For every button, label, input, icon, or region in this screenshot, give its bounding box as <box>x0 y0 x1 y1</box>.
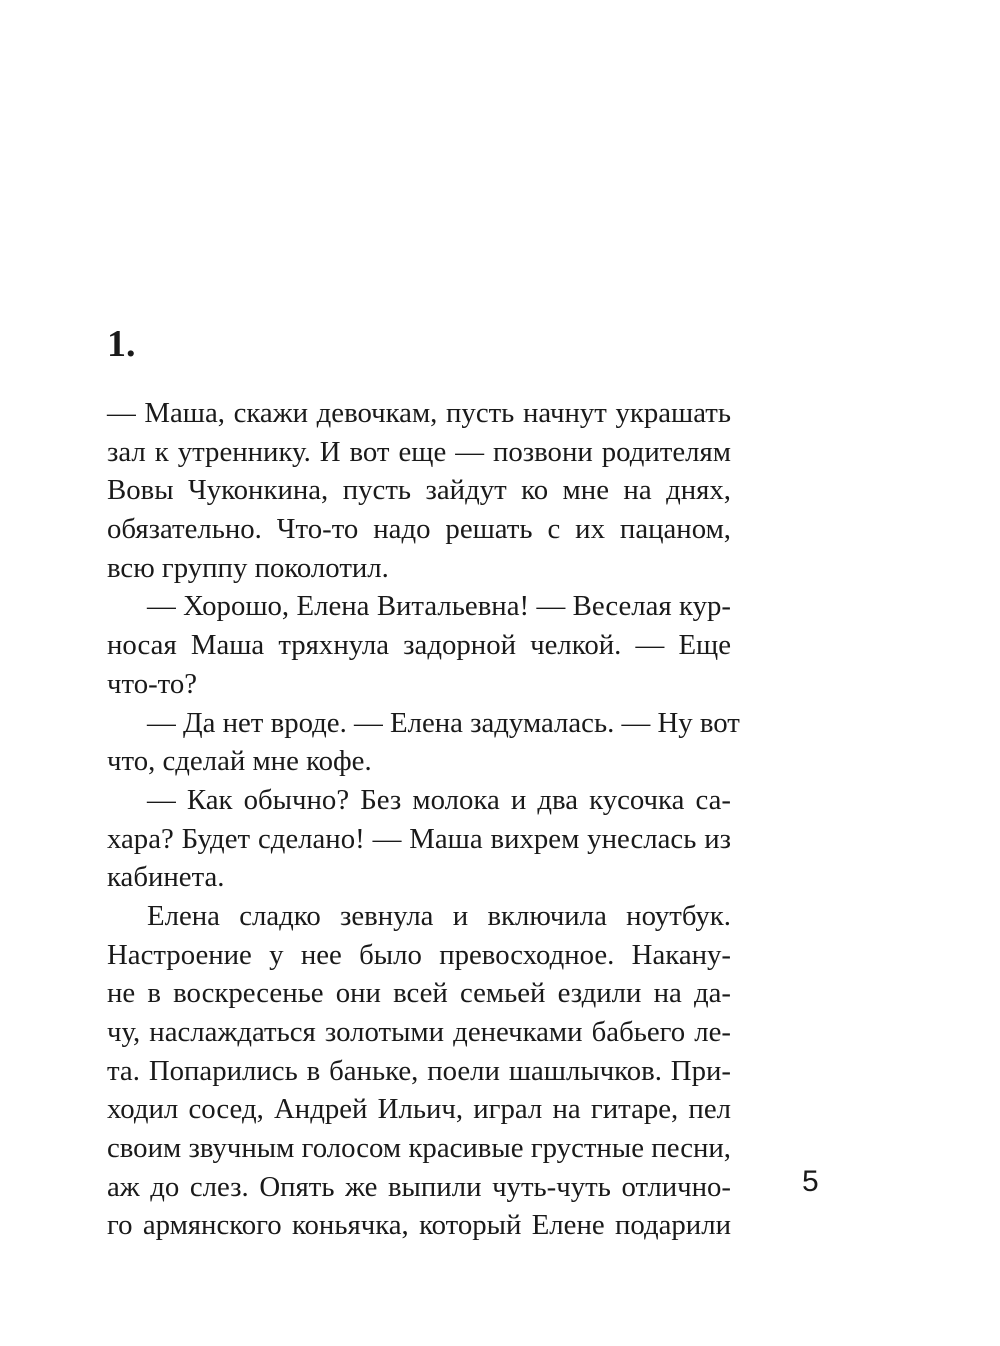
text-line: носая Маша тряхнула задорной челкой. — Еще <box>107 629 731 662</box>
body-text <box>107 394 740 1245</box>
page-number: 5 <box>802 1165 819 1198</box>
text-line: аж до слез. Опять же выпили чуть-чуть отлично- <box>107 1170 731 1203</box>
chapter-number: 1. <box>107 323 136 365</box>
text-line: — Хорошо, Елена Витальевна! — Веселая кур- <box>147 590 731 623</box>
text-line: не в воскресенье они всей семьей ездили на да- <box>107 977 731 1010</box>
text-line: зал к утреннику. И вот еще — позвони родителям <box>107 435 731 468</box>
text-line: — Маша, скажи девочкам, пусть начнут украшать <box>107 397 731 429</box>
text-line: — Да нет вроде. — Елена задумалась. — Ну вот <box>147 706 740 739</box>
text-line: кабинета. <box>107 861 225 894</box>
text-line: что, сделай мне кофе. <box>107 745 372 778</box>
text-line: обязательно. Что-то надо решать с их пацаном, <box>107 513 731 546</box>
text-line: своим звучным голосом красивые грустные песни, <box>107 1132 731 1165</box>
text-line: ходил сосед, Андрей Ильич, играл на гитаре, пел <box>107 1093 731 1126</box>
text-line: — Как обычно? Без молока и два кусочка са- <box>147 783 731 816</box>
text-line: та. Попарились в баньке, поели шашлычков. При- <box>107 1054 731 1087</box>
text-line: всю группу поколотил. <box>107 551 389 584</box>
text-line: что-то? <box>107 667 198 700</box>
text-line: Вовы Чуконкина, пусть зайдут ко мне на днях, <box>107 474 731 507</box>
text-line: Елена сладко зевнула и включила ноутбук. <box>147 899 731 932</box>
text-line: чу, наслаждаться золотыми денечками бабьего ле- <box>107 1016 731 1048</box>
text-line: Настроение у нее было превосходное. Накану- <box>107 938 731 971</box>
text-line: го армянского коньячка, который Елене подарили <box>107 1209 731 1242</box>
text-line: хара? Будет сделано! — Маша вихрем унеслась из <box>107 822 731 855</box>
